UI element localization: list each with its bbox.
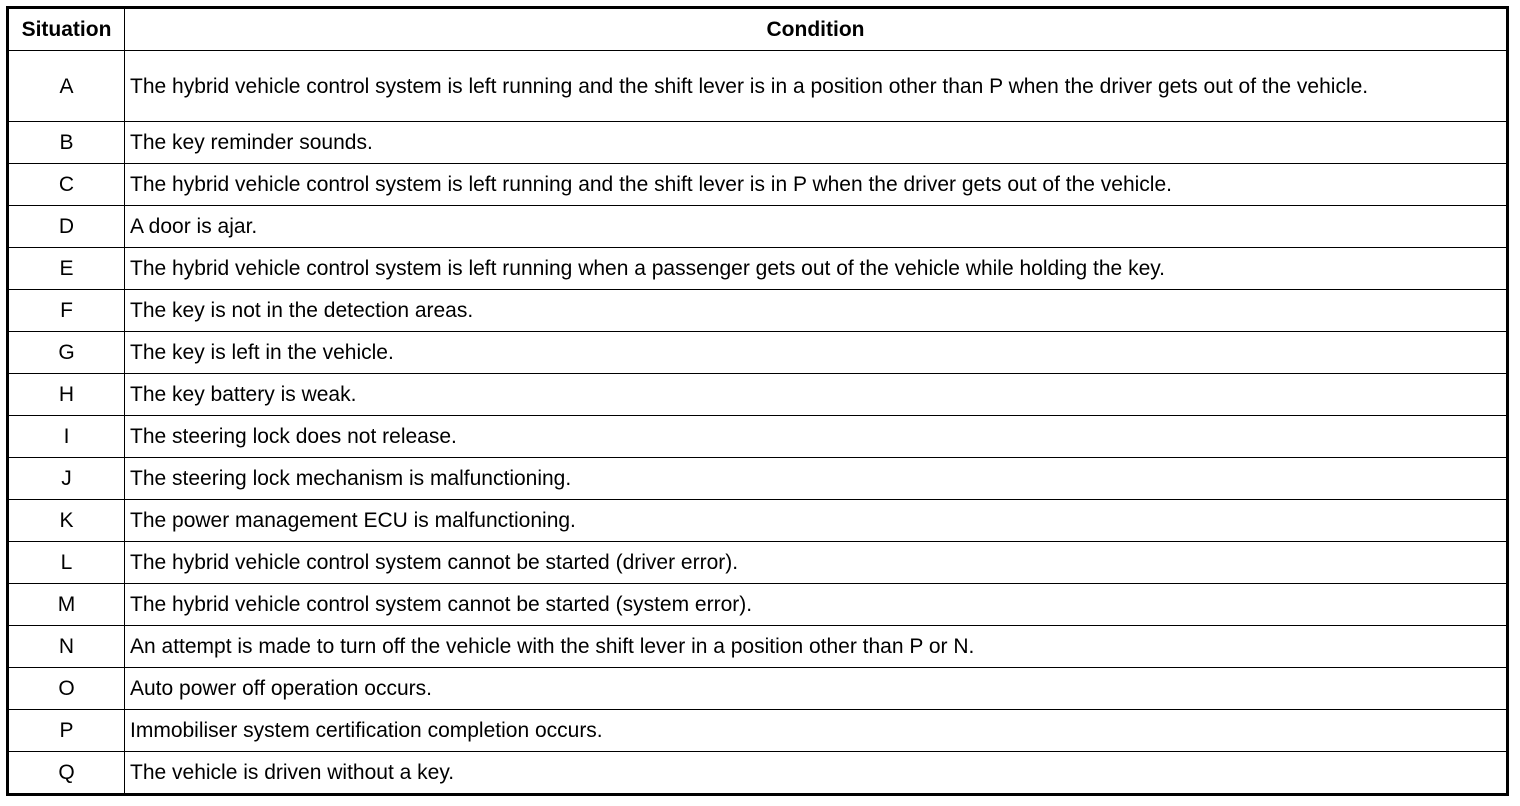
header-row — [8, 8, 1508, 51]
condition-cell: The vehicle is driven without a key. — [125, 752, 1508, 795]
condition-cell: A door is ajar. — [125, 206, 1508, 248]
situation-cell: Q — [8, 752, 125, 795]
condition-cell: The hybrid vehicle control system is left running and the shift lever is in P when the driver gets out of the vehicle. — [125, 164, 1508, 206]
table-row — [8, 122, 1508, 164]
table-row — [8, 668, 1508, 710]
situation-cell: M — [8, 584, 125, 626]
table-row — [8, 416, 1508, 458]
condition-column-header: Condition — [125, 8, 1508, 51]
condition-cell: The key battery is weak. — [125, 374, 1508, 416]
situation-cell: J — [8, 458, 125, 500]
table-row — [8, 248, 1508, 290]
situation-cell: L — [8, 542, 125, 584]
situation-condition-table — [6, 6, 1509, 796]
condition-cell: The hybrid vehicle control system is left running when a passenger gets out of the vehicle while holding the key. — [125, 248, 1508, 290]
table-row — [8, 752, 1508, 795]
condition-cell: The steering lock mechanism is malfunctioning. — [125, 458, 1508, 500]
table-row — [8, 542, 1508, 584]
situation-cell: A — [8, 51, 125, 122]
condition-cell: The key is not in the detection areas. — [125, 290, 1508, 332]
situation-cell: B — [8, 122, 125, 164]
condition-cell: The power management ECU is malfunctioning. — [125, 500, 1508, 542]
table-row — [8, 206, 1508, 248]
condition-cell: An attempt is made to turn off the vehicle with the shift lever in a position other than P or N. — [125, 626, 1508, 668]
condition-cell: The steering lock does not release. — [125, 416, 1508, 458]
table-row — [8, 584, 1508, 626]
situation-cell: F — [8, 290, 125, 332]
table-row — [8, 626, 1508, 668]
condition-cell: The key reminder sounds. — [125, 122, 1508, 164]
table-row — [8, 290, 1508, 332]
condition-cell: Auto power off operation occurs. — [125, 668, 1508, 710]
condition-cell: The key is left in the vehicle. — [125, 332, 1508, 374]
table-row — [8, 332, 1508, 374]
situation-column-header: Situation — [8, 8, 125, 51]
table-row — [8, 458, 1508, 500]
situation-cell: O — [8, 668, 125, 710]
situation-cell: E — [8, 248, 125, 290]
situation-cell: N — [8, 626, 125, 668]
situation-cell: C — [8, 164, 125, 206]
condition-cell: Immobiliser system certification completion occurs. — [125, 710, 1508, 752]
situation-cell: D — [8, 206, 125, 248]
condition-cell: The hybrid vehicle control system is left running and the shift lever is in a position other than P when the driver gets out of the vehicle. — [125, 51, 1508, 122]
table-row — [8, 51, 1508, 122]
situation-cell: G — [8, 332, 125, 374]
situation-cell: I — [8, 416, 125, 458]
table-row — [8, 710, 1508, 752]
table-row — [8, 374, 1508, 416]
situation-condition-table-wrapper — [6, 6, 1506, 796]
situation-cell: P — [8, 710, 125, 752]
situation-cell: H — [8, 374, 125, 416]
situation-cell: K — [8, 500, 125, 542]
condition-cell: The hybrid vehicle control system cannot be started (driver error). — [125, 542, 1508, 584]
table-row — [8, 164, 1508, 206]
condition-cell: The hybrid vehicle control system cannot be started (system error). — [125, 584, 1508, 626]
table-row — [8, 500, 1508, 542]
